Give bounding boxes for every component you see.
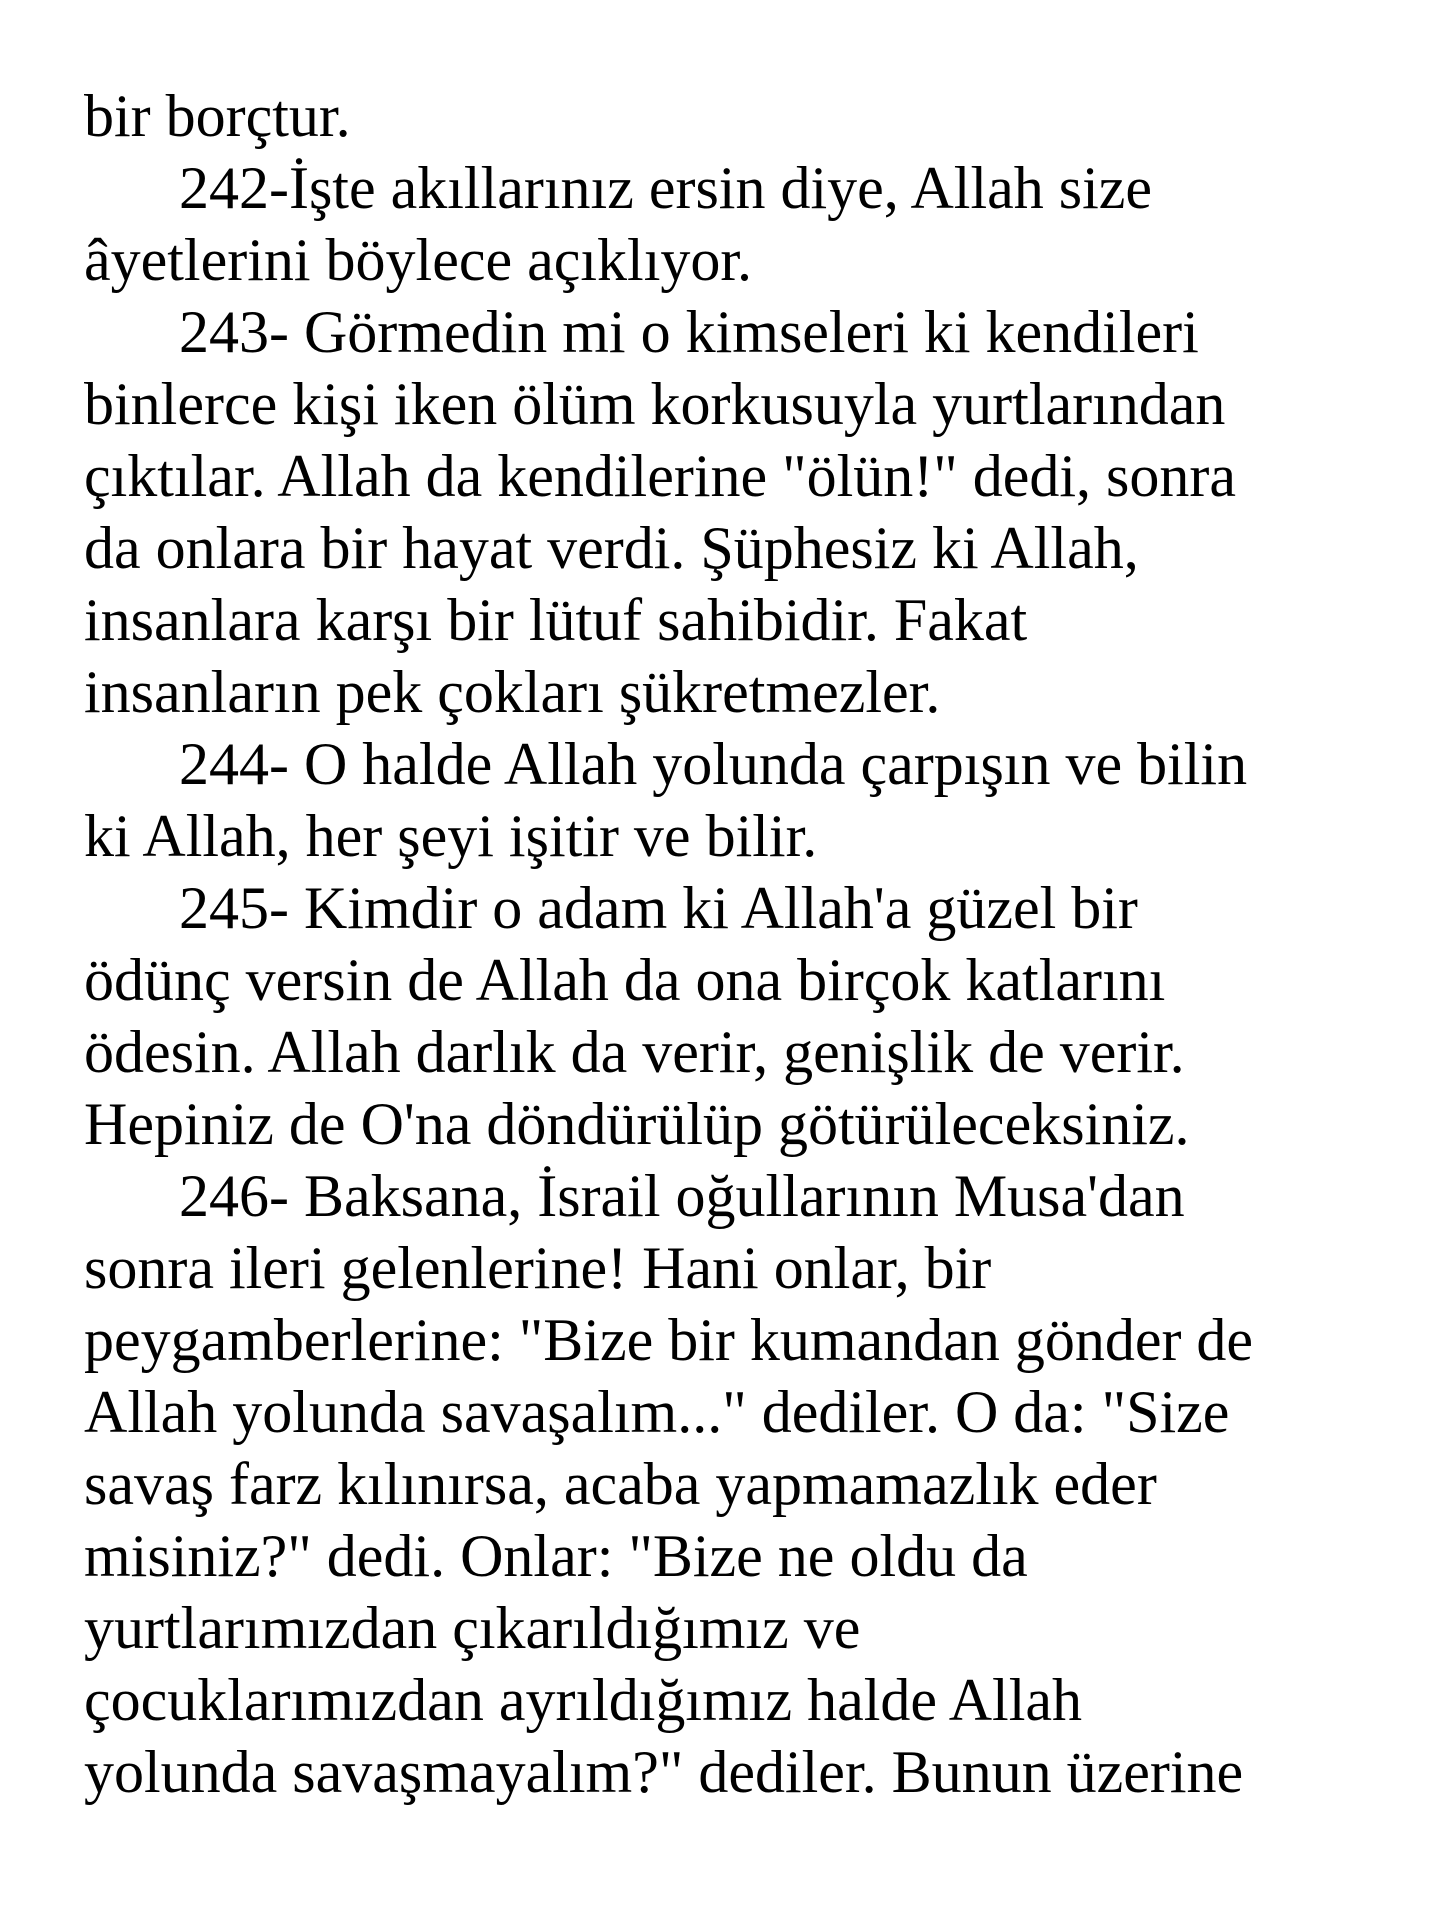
text-line: savaş farz kılınırsa, acaba yapmamazlık eder — [84, 1451, 1157, 1517]
text-line: sonra ileri gelenlerine! Hani onlar, bir — [84, 1235, 992, 1301]
text-line: peygamberlerine: "Bize bir kumandan gönder de — [84, 1307, 1254, 1373]
text-line: çocuklarımızdan ayrıldığımız halde Allah — [84, 1667, 1082, 1733]
text-line: 242-İşte akıllarınız ersin diye, Allah size — [179, 155, 1153, 221]
text-line: 245- Kimdir o adam ki Allah'a güzel bir — [179, 875, 1138, 941]
text-line: 244- O halde Allah yolunda çarpışın ve bilin — [179, 731, 1248, 797]
text-line: ki Allah, her şeyi işitir ve bilir. — [84, 803, 818, 869]
text-line: çıktılar. Allah da kendilerine "ölün!" dedi, sonra — [84, 443, 1237, 509]
text-line: Allah yolunda savaşalım..." dediler. O da: "Size — [84, 1379, 1230, 1445]
text-line: yurtlarımızdan çıkarıldığımız ve — [84, 1595, 861, 1661]
text-line: da onlara bir hayat verdi. Şüphesiz ki Allah, — [84, 515, 1139, 581]
text-line: bir borçtur. — [84, 83, 351, 149]
text-line: insanlara karşı bir lütuf sahibidir. Fakat — [84, 587, 1028, 653]
text-line: binlerce kişi iken ölüm korkusuyla yurtlarından — [84, 371, 1226, 437]
text-line: Hepiniz de O'na döndürülüp götürüleceksiniz. — [84, 1091, 1190, 1157]
text-line: misiniz?" dedi. Onlar: "Bize ne oldu da — [84, 1523, 1028, 1589]
text-line: yolunda savaşmayalım?" dediler. Bunun üzerine — [84, 1739, 1244, 1805]
text-line: 246- Baksana, İsrail oğullarının Musa'dan — [179, 1163, 1185, 1229]
text-line: 243- Görmedin mi o kimseleri ki kendileri — [179, 299, 1199, 365]
text-line: ödesin. Allah darlık da verir, genişlik de verir. — [84, 1019, 1185, 1085]
text-line: âyetlerini böylece açıklıyor. — [84, 227, 753, 293]
text-line: insanların pek çokları şükretmezler. — [84, 659, 941, 725]
text-line: ödünç versin de Allah da ona birçok katlarını — [84, 947, 1166, 1013]
body-text — [84, 80, 1414, 1808]
